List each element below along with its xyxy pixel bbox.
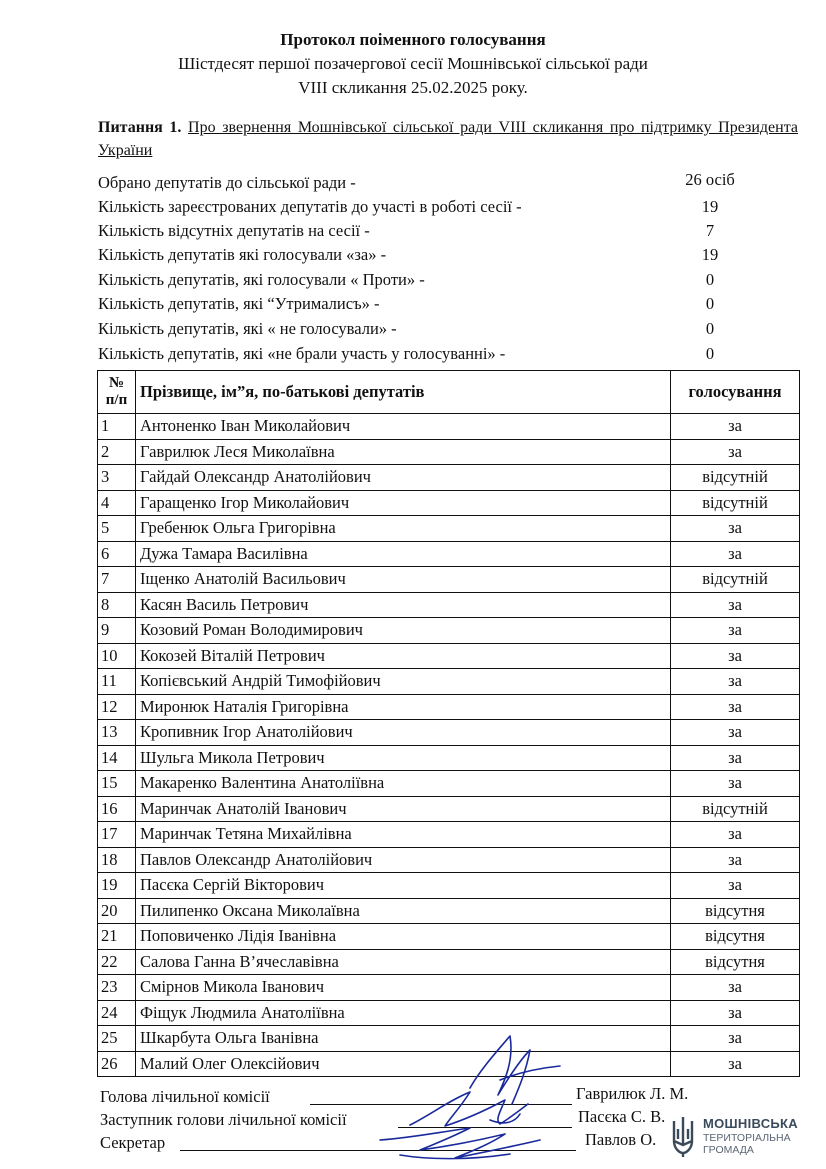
- row-deputy-name: Касян Василь Петрович: [136, 592, 671, 618]
- signature-secretary: [380, 1128, 540, 1159]
- stat-value: 19: [701, 245, 719, 264]
- row-deputy-name: Антоненко Іван Миколайович: [136, 414, 671, 440]
- row-number: 8: [98, 592, 136, 618]
- row-vote: відсутній: [671, 490, 800, 516]
- stat-label: Кількість депутатів, які голосували « Проти» -: [98, 270, 425, 289]
- row-number: 7: [98, 567, 136, 593]
- row-deputy-name: Іщенко Анатолій Васильович: [136, 567, 671, 593]
- row-vote: за: [671, 414, 800, 440]
- table-row: [98, 771, 800, 797]
- row-number: 20: [98, 898, 136, 924]
- row-vote: за: [671, 643, 800, 669]
- column-header-number: [98, 371, 136, 414]
- row-vote: за: [671, 618, 800, 644]
- row-number: 19: [98, 873, 136, 899]
- row-vote: за: [671, 669, 800, 695]
- question-block: [98, 116, 798, 162]
- row-number: 5: [98, 516, 136, 542]
- row-deputy-name: Дужа Тамара Василівна: [136, 541, 671, 567]
- row-vote: за: [671, 516, 800, 542]
- trident-icon: [668, 1115, 698, 1159]
- table-row: [98, 975, 800, 1001]
- row-deputy-name: Кропивник Ігор Анатолійович: [136, 720, 671, 746]
- stat-label: Обрано депутатів до сільської ради -: [98, 173, 356, 192]
- question-text: Про звернення Мошнівської сільської ради VIII скликання про підтримку Президента України: [98, 119, 798, 159]
- stat-row: [98, 170, 798, 197]
- row-number: 9: [98, 618, 136, 644]
- row-vote: за: [671, 847, 800, 873]
- row-deputy-name: Шкарбута Ольга Іванівна: [136, 1026, 671, 1052]
- row-deputy-name: Фіщук Людмила Анатоліївна: [136, 1000, 671, 1026]
- row-number: 6: [98, 541, 136, 567]
- row-deputy-name: Кокозей Віталій Петрович: [136, 643, 671, 669]
- row-deputy-name: Пилипенко Оксана Миколаївна: [136, 898, 671, 924]
- table-row: [98, 694, 800, 720]
- row-vote: за: [671, 822, 800, 848]
- column-header-number-line1: №: [108, 375, 125, 391]
- row-number: 14: [98, 745, 136, 771]
- stat-value: 0: [705, 319, 715, 338]
- stat-value: 0: [705, 344, 715, 363]
- community-watermark: [668, 1113, 818, 1165]
- column-header-name: Прізвище, ім”я, по-батькові депутатів: [136, 371, 671, 414]
- table-row: [98, 490, 800, 516]
- table-row: [98, 465, 800, 491]
- table-row: [98, 898, 800, 924]
- stat-row: [98, 294, 798, 318]
- table-row: [98, 618, 800, 644]
- question-label: Питання 1.: [98, 119, 182, 136]
- row-deputy-name: Поповиченко Лідія Іванівна: [136, 924, 671, 950]
- chair-label: Голова лічильної комісії: [100, 1087, 270, 1106]
- row-deputy-name: Копієвський Андрій Тимофійович: [136, 669, 671, 695]
- votes-table: [97, 370, 800, 1077]
- document-subtitle-session: Шістдесят першої позачергової сесії Мошнівської сільської ради: [178, 54, 648, 73]
- chair-signature-line: [310, 1104, 572, 1105]
- table-row: [98, 924, 800, 950]
- secretary-signature-line: [180, 1150, 576, 1151]
- stat-label: Кількість відсутніх депутатів на сесії -: [98, 221, 370, 240]
- table-row: [98, 414, 800, 440]
- row-number: 3: [98, 465, 136, 491]
- stat-label: Кількість депутатів, які “Утрималисъ» -: [98, 294, 380, 313]
- table-row: [98, 949, 800, 975]
- row-vote: за: [671, 1000, 800, 1026]
- row-deputy-name: Маринчак Анатолій Іванович: [136, 796, 671, 822]
- table-row: [98, 720, 800, 746]
- row-number: 26: [98, 1051, 136, 1077]
- stat-value: 19: [701, 197, 719, 216]
- table-row: [98, 822, 800, 848]
- table-row: [98, 745, 800, 771]
- stat-row: [98, 245, 798, 269]
- secretary-label: Секретар: [100, 1133, 166, 1152]
- row-deputy-name: Салова Ганна В’ячеславівна: [136, 949, 671, 975]
- stat-label: Кількість депутатів, які « не голосували» -: [98, 319, 397, 338]
- row-number: 25: [98, 1026, 136, 1052]
- row-number: 17: [98, 822, 136, 848]
- row-deputy-name: Козовий Роман Володимирович: [136, 618, 671, 644]
- row-number: 13: [98, 720, 136, 746]
- row-deputy-name: Гайдай Олександр Анатолійович: [136, 465, 671, 491]
- row-deputy-name: Гребенюк Ольга Григорівна: [136, 516, 671, 542]
- deputy-name: Пасєка С. В.: [578, 1107, 666, 1126]
- row-vote: за: [671, 439, 800, 465]
- table-row: [98, 796, 800, 822]
- row-deputy-name: Маринчак Тетяна Михайлівна: [136, 822, 671, 848]
- row-number: 12: [98, 694, 136, 720]
- stat-row: [98, 197, 798, 221]
- table-row: [98, 1000, 800, 1026]
- stat-label: Кількість депутатів які голосували «за» -: [98, 245, 387, 264]
- watermark-line1: МОШНІВСЬКА: [703, 1116, 798, 1131]
- stat-label: Кількість зареєстрованих депутатів до участі в роботі сесії -: [98, 197, 522, 216]
- document-subtitle-date: VIII скликання 25.02.2025 року.: [298, 78, 528, 97]
- table-row: [98, 567, 800, 593]
- row-deputy-name: Малий Олег Олексійович: [136, 1051, 671, 1077]
- stat-row: [98, 319, 798, 343]
- row-deputy-name: Макаренко Валентина Анатоліївна: [136, 771, 671, 797]
- stat-row: [98, 270, 798, 294]
- row-deputy-name: Смірнов Микола Іванович: [136, 975, 671, 1001]
- row-vote: за: [671, 975, 800, 1001]
- row-deputy-name: Пасєка Сергій Вікторович: [136, 873, 671, 899]
- table-header-row: [98, 371, 800, 414]
- stat-value: 0: [705, 270, 715, 289]
- watermark-line2: ТЕРИТОРІАЛЬНА: [703, 1132, 791, 1144]
- table-row: [98, 439, 800, 465]
- row-number: 11: [98, 669, 136, 695]
- table-row: [98, 873, 800, 899]
- column-header-number-line2: п/п: [105, 392, 128, 408]
- deputy-signature-line: [398, 1127, 572, 1128]
- deputy-label: Заступник голови лічильної комісії: [100, 1110, 347, 1129]
- row-number: 16: [98, 796, 136, 822]
- row-vote: відсутній: [671, 465, 800, 491]
- table-row: [98, 847, 800, 873]
- stat-row: [98, 221, 798, 245]
- stat-row: [98, 344, 798, 368]
- row-vote: за: [671, 720, 800, 746]
- table-row: [98, 1051, 800, 1077]
- row-number: 4: [98, 490, 136, 516]
- row-vote: за: [671, 745, 800, 771]
- stat-value: 26 осіб: [685, 170, 735, 189]
- stat-value: 7: [705, 221, 715, 240]
- stat-value: 0: [705, 294, 715, 313]
- row-vote: за: [671, 541, 800, 567]
- document-title: Протокол поіменного голосування: [280, 30, 546, 49]
- row-number: 23: [98, 975, 136, 1001]
- chair-name: Гаврилюк Л. М.: [576, 1084, 689, 1103]
- table-row: [98, 643, 800, 669]
- row-deputy-name: Павлов Олександр Анатолійович: [136, 847, 671, 873]
- row-vote: відсутній: [671, 796, 800, 822]
- row-deputy-name: Гаращенко Ігор Миколайович: [136, 490, 671, 516]
- column-header-vote: голосування: [671, 371, 800, 414]
- table-row: [98, 1026, 800, 1052]
- row-number: 2: [98, 439, 136, 465]
- secretary-name: Павлов О.: [585, 1130, 657, 1149]
- row-vote: за: [671, 1051, 800, 1077]
- row-number: 24: [98, 1000, 136, 1026]
- row-vote: за: [671, 1026, 800, 1052]
- table-row: [98, 541, 800, 567]
- row-deputy-name: Гаврилюк Леся Миколаївна: [136, 439, 671, 465]
- row-vote: відсутній: [671, 567, 800, 593]
- row-deputy-name: Миронюк Наталія Григорівна: [136, 694, 671, 720]
- signature-deputy: [410, 1092, 528, 1126]
- row-deputy-name: Шульга Микола Петрович: [136, 745, 671, 771]
- stat-label: Кількість депутатів, які «не брали участь у голосуванні» -: [98, 344, 506, 363]
- row-vote: за: [671, 592, 800, 618]
- row-vote: відсутня: [671, 949, 800, 975]
- table-row: [98, 669, 800, 695]
- row-number: 15: [98, 771, 136, 797]
- row-vote: за: [671, 694, 800, 720]
- row-vote: за: [671, 771, 800, 797]
- row-vote: відсутня: [671, 924, 800, 950]
- row-vote: відсутня: [671, 898, 800, 924]
- row-number: 22: [98, 949, 136, 975]
- row-number: 10: [98, 643, 136, 669]
- row-number: 18: [98, 847, 136, 873]
- watermark-line3: ГРОМАДА: [703, 1144, 754, 1156]
- table-body: [98, 414, 800, 1077]
- row-number: 1: [98, 414, 136, 440]
- table-row: [98, 592, 800, 618]
- row-number: 21: [98, 924, 136, 950]
- table-row: [98, 516, 800, 542]
- row-vote: за: [671, 873, 800, 899]
